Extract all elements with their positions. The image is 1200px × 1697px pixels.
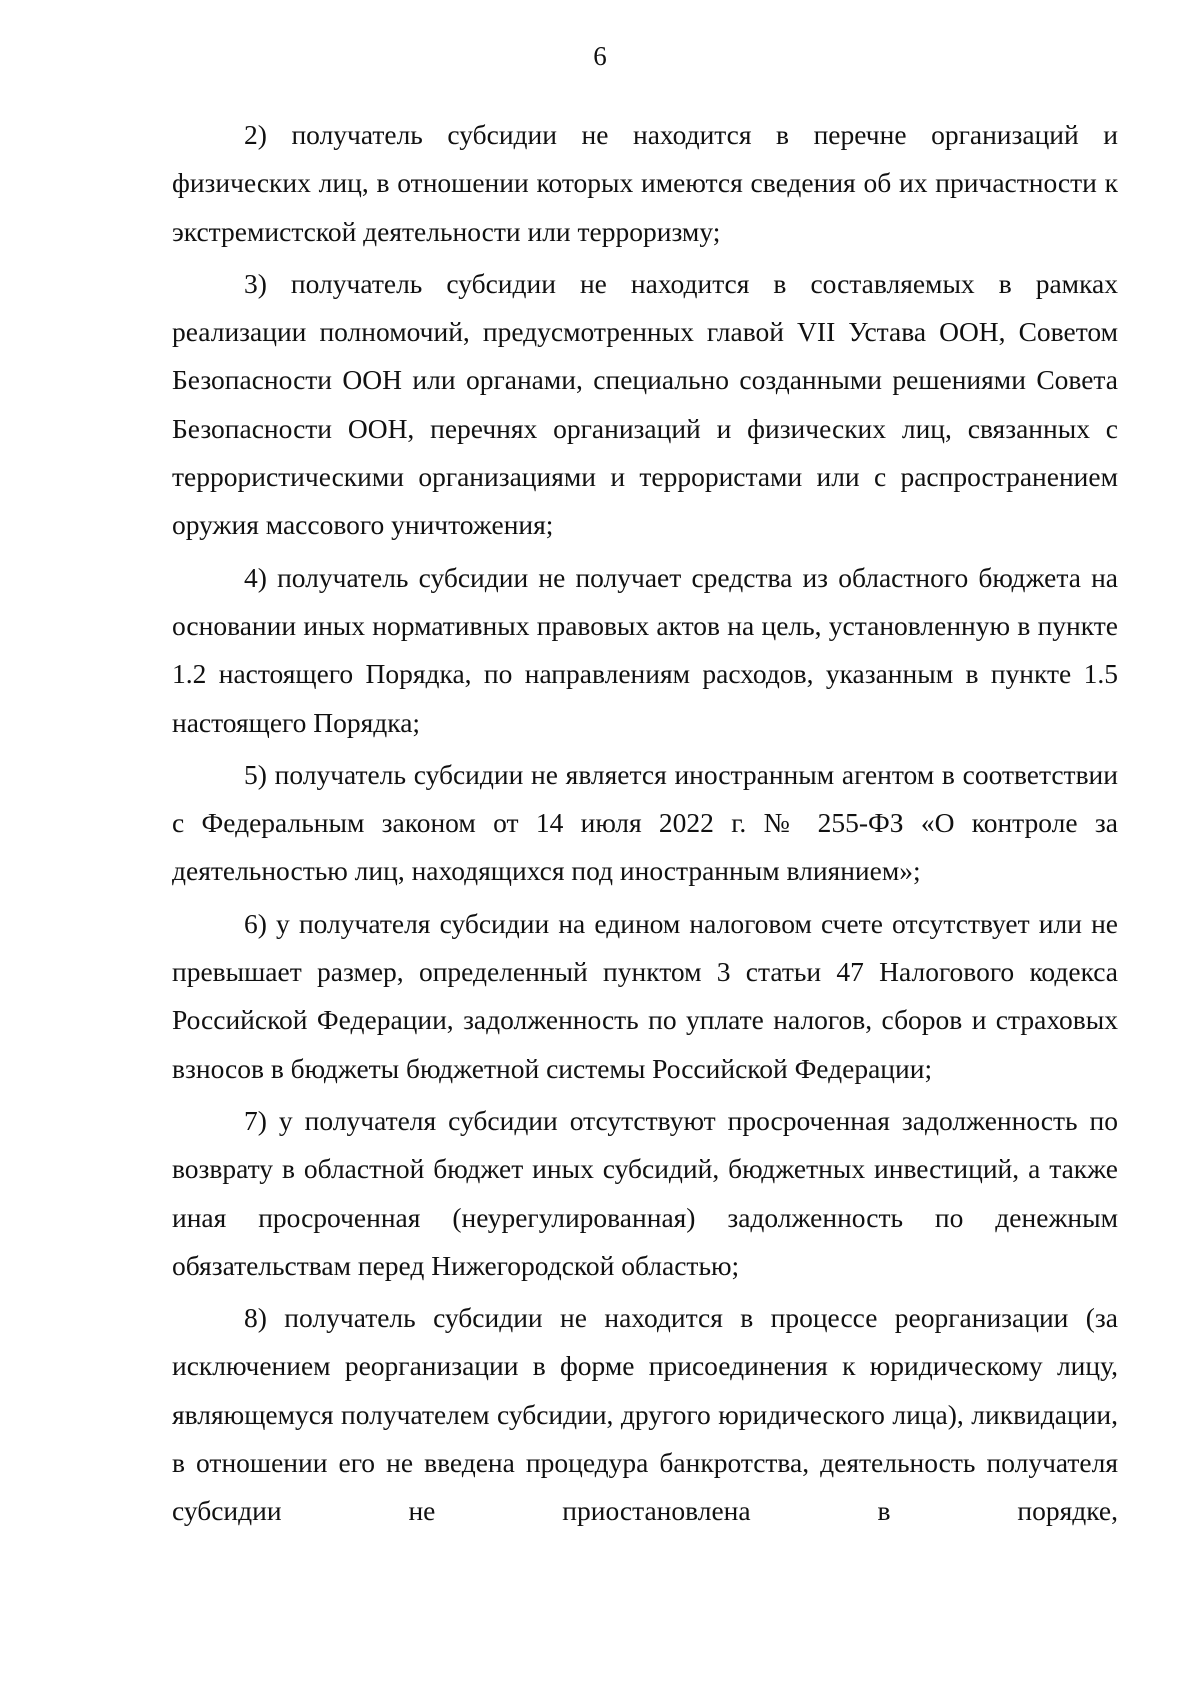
page-number: 6 <box>593 41 607 71</box>
paragraph-item-2: 2) получатель субсидии не находится в перечне организаций и физических лиц, в отношении которых имеются сведения об их причастности к экстремистской деятельности или терроризму; <box>172 119 1118 247</box>
paragraph-item-6: 6) у получателя субсидии на едином налоговом счете отсутствует или не превышает размер, определенный пунктом 3 статьи 47 Налогового кодекса Российской Федерации, задолженность по уплате налогов, сборов и страховых взносов в бюджеты бюджетной системы Российской Федерации; <box>172 907 1118 1084</box>
paragraph-item-4: 4) получатель субсидии не получает средства из областного бюджета на основании иных нормативных правовых актов на цель, установленную в пункте 1.2 настоящего Порядка, по направлениям расходов, указанным в пункте 1.5 настоящего Порядка; <box>172 561 1118 738</box>
document-body <box>172 111 1118 1540</box>
paragraph-item-8: 8) получатель субсидии не находится в процессе реорганизации (за исключением реорганизации в форме присоединения к юридическому лицу, являющемуся получателем субсидии, другого юридического лица), ликвидации, в отношении его не введена процедура банкротства, деятельность получателя субсидии не приостановлена в порядке, <box>172 1302 1118 1527</box>
paragraph-item-3: 3) получатель субсидии не находится в составляемых в рамках реализации полномочий, предусмотренных главой VII Устава ООН, Советом Безопасности ООН или органами, специально созданными решениями Совета Безопасности ООН, перечнях организаций и физических лиц, связанных с террористическими организациями и террористами или с распространением оружия массового уничтожения; <box>172 267 1118 541</box>
paragraph-item-5: 5) получатель субсидии не является иностранным агентом в соответствии с Федеральным законом от 14 июля 2022 г. № 255-ФЗ «О контроле за деятельностью лиц, находящихся под иностранным влиянием»; <box>172 758 1118 887</box>
paragraph-item-7: 7) у получателя субсидии отсутствуют просроченная задолженность по возврату в областной бюджет иных субсидий, бюджетных инвестиций, а также иная просроченная (неурегулированная) задолженность по денежным обязательствам перед Нижегородской областью; <box>172 1104 1118 1281</box>
